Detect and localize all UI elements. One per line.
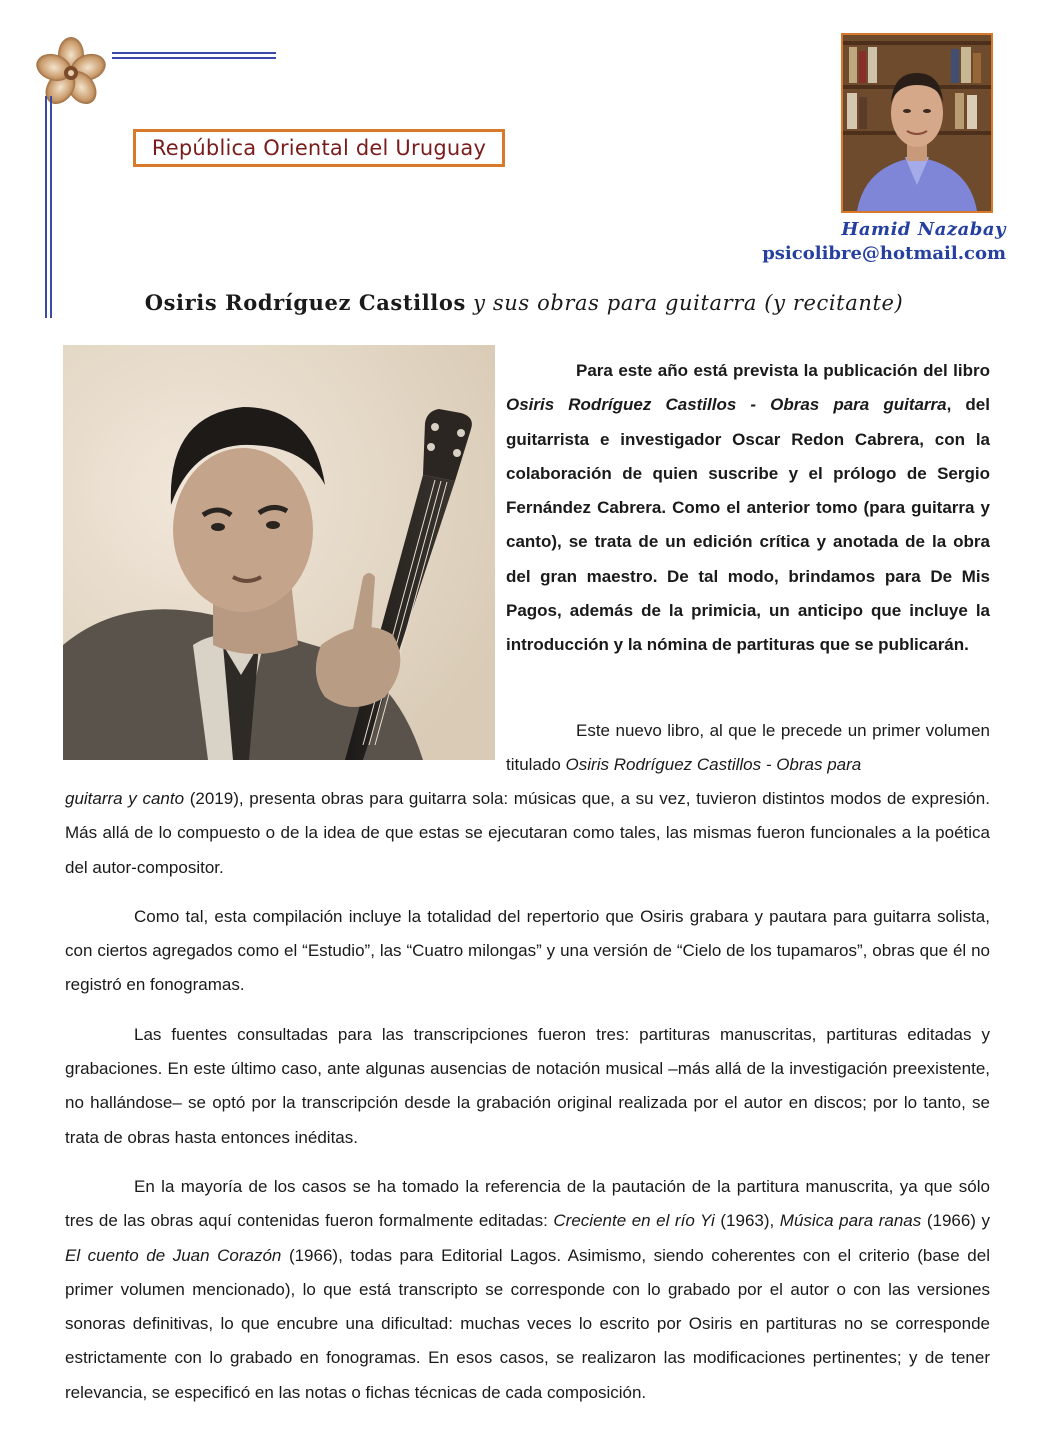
paragraph-4: Las fuentes consultadas para las transcripciones fueron tres: partituras manuscritas, partituras editadas y grabaciones. En este último caso, ante algunas ausencias de notación musical –más allá de la investigación preexistente, no hallándose– se optó por la transcripción desde la grabación original realizada por el autor en discos; por lo tanto, se trata de obras hasta entonces inéditas. <box>65 1024 990 1147</box>
lead-text-2: , del guitarrista e investigador Oscar Redon Cabrera, con la colaboración de quien suscribe y el prólogo de Sergio Fernández Cabrera. Como el anterior tomo (para guitarra y canto), se trata de un edición crítica y anotada de la obra del gran maestro. De tal modo, brindamos para De Mis Pagos, además de la primicia, un anticipo que incluye la introducción y la nómina de partituras que se publicarán. <box>506 395 990 655</box>
country-text: República Oriental del Uruguay <box>151 136 487 160</box>
paragraph-2-start <box>506 714 990 783</box>
side-rule-2 <box>50 96 52 318</box>
paragraph-3: Como tal, esta compilación incluye la totalidad del repertorio que Osiris grabara y pautara para guitarra solista, con ciertos agregados como el “Estudio”, las “Cuatro milongas” y una versión de “Cielo de los tupamaros”, obras que él no registró en fonogramas. <box>65 906 990 995</box>
article-title <box>0 290 1048 315</box>
top-rule-1 <box>112 52 276 54</box>
author-photo <box>841 33 993 213</box>
p5-work-2: Música para ranas <box>779 1211 922 1231</box>
lead-text-1: Para este año está prevista la publicación del libro <box>576 361 990 380</box>
side-rule-1 <box>45 96 47 318</box>
author-name: Hamid Nazabay <box>841 219 1006 240</box>
p2-book-title-2: guitarra y canto <box>65 789 185 808</box>
p2-book-title-1: Osiris Rodríguez Castillos - Obras para <box>565 755 862 775</box>
p5-text-2: (1963), <box>714 1211 780 1231</box>
country-label <box>133 129 505 167</box>
p5-work-1: Creciente en el río Yi <box>553 1211 715 1231</box>
p5-work-3: El cuento de Juan Corazón <box>65 1245 282 1265</box>
lead-book-title: Osiris Rodríguez Castillos - Obras para guitarra <box>506 395 947 415</box>
p5-text-1: En la mayoría de los casos se ha tomado la referencia de la pautación de la partitura manuscrita, ya que sólo tres de las obras aquí contenidas fueron formalmente editadas: <box>65 1176 990 1231</box>
top-rule-2 <box>112 57 276 59</box>
author-email: psicolibre@hotmail.com <box>762 243 1006 264</box>
p2-text-2: (2019), presenta obras para guitarra sola: músicas que, a su vez, tuvieron distintos modos de expresión. Más allá de lo compuesto o de la idea de que estas se ejecutaran como tales, las mismas fueron funcionales a la poética del autor-compositor. <box>65 789 990 877</box>
p2-text-1: Este nuevo libro, al que le precede un primer volumen titulado <box>506 721 990 775</box>
p5-text-4: (1966), todas para Editorial Lagos. Asimismo, siendo coherentes con el criterio (base del primer volumen mencionado), lo que está transcripto se corresponde con lo grabado por el autor o con las versiones sonoras definitivas, lo que encubre una dificultad: muchas veces lo escrito por Osiris en partituras no se corresponde estrictamente con lo grabado en fonogramas. En esos casos, se realizaron las modificaciones pertinentes; y de tener relevancia, se especificó en las notas o fichas técnicas de cada composición. <box>65 1245 990 1402</box>
article-body <box>65 782 990 1425</box>
p5-text-3: (1966) y <box>921 1211 991 1231</box>
lead-paragraph <box>506 354 990 663</box>
paragraph-5 <box>65 1170 990 1410</box>
title-sub: y sus obras para guitarra (y recitante) <box>465 291 904 315</box>
paragraph-2-cont <box>65 782 990 885</box>
title-main: Osiris Rodríguez Castillos <box>144 290 466 315</box>
guitarist-photo <box>63 345 495 760</box>
